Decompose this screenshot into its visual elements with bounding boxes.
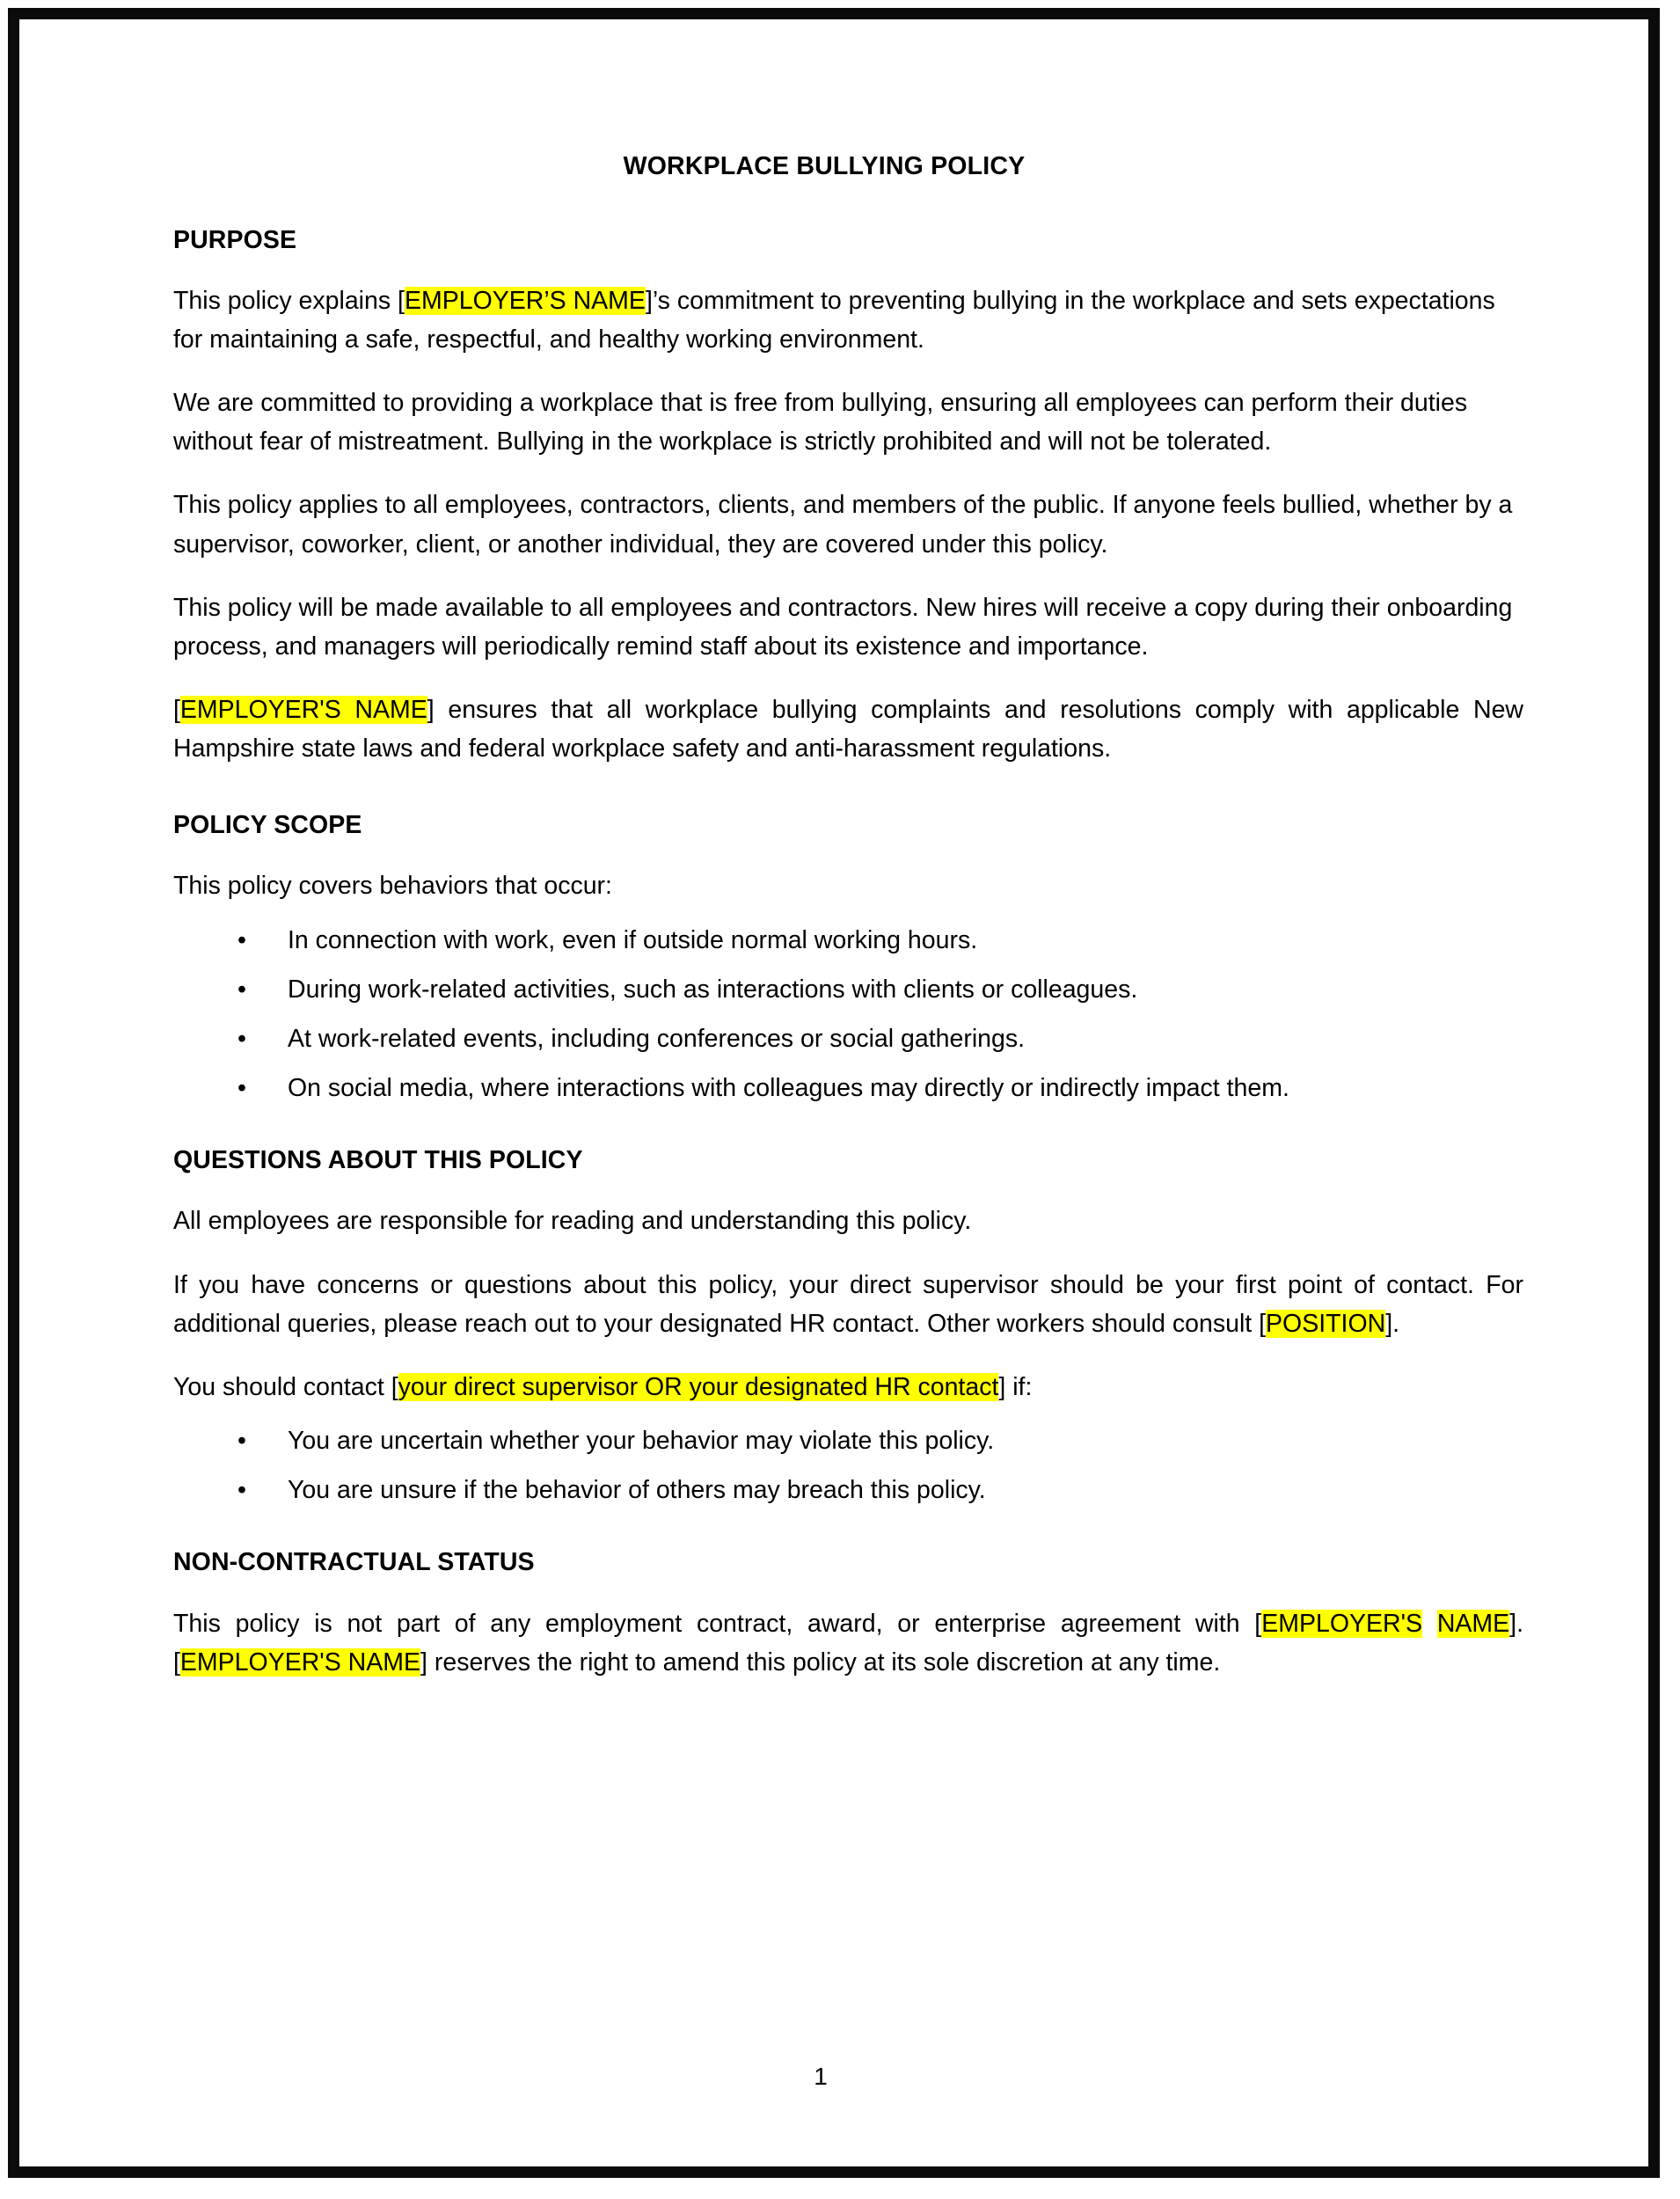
policy-scope-bullet-list <box>173 925 1523 1104</box>
page-border-frame <box>8 8 1660 2178</box>
non-contractual-text-before: This policy is not part of any employment contract, award, or enterprise agreement with [ <box>173 1609 1262 1638</box>
list-item <box>173 1024 1523 1054</box>
non-contractual-paragraph-1 <box>173 1604 1523 1682</box>
list-item-label: You are uncertain whether your behavior may violate this policy. <box>288 1427 995 1456</box>
page-number-footer: 1 <box>814 2063 828 2090</box>
questions-bullet-list <box>173 1426 1523 1505</box>
bullet-dot-icon: • <box>237 1427 246 1456</box>
non-contractual-text-mid: ]. [ <box>173 1609 1523 1677</box>
purpose-paragraph-1 <box>173 281 1523 359</box>
contact-lead-text: You should contact [ <box>173 1372 398 1401</box>
questions-paragraph-1: All employees are responsible for reading and understanding this policy. <box>173 1207 972 1236</box>
page-content <box>19 19 1648 2166</box>
questions-p2-text-after: ]. <box>1385 1309 1400 1338</box>
questions-contact-line <box>173 1368 1523 1406</box>
purpose-paragraph-5 <box>173 690 1523 768</box>
heading-non-contractual-status: NON-CONTRACTUAL STATUS <box>173 1548 535 1577</box>
bullet-dot-icon: • <box>237 1074 246 1103</box>
list-item <box>173 925 1523 955</box>
purpose-paragraph-2: We are committed to providing a workplace that is free from bullying, ensuring all employees can perform their duties without fear of mistreatment. Bullying in the workplace is strictly prohibited and will not be tolerated. <box>173 389 1468 457</box>
policy-scope-intro: This policy covers behaviors that occur: <box>173 872 612 901</box>
page-title: WORKPLACE BULLYING POLICY <box>623 152 1026 180</box>
list-item <box>173 1073 1523 1103</box>
placeholder-employers-name: EMPLOYER'S <box>1261 1609 1423 1638</box>
list-item-label: You are unsure if the behavior of others may breach this policy. <box>288 1476 986 1505</box>
list-item <box>173 975 1523 1005</box>
questions-p2-text-before: If you have concerns or questions about this policy, your direct supervisor should be your first point of contact. For additional queries, please reach out to your designated HR contact. Other workers should consult [ <box>173 1270 1523 1338</box>
purpose-p5-bracket-open: [ <box>173 696 180 725</box>
heading-purpose: PURPOSE <box>173 225 297 254</box>
heading-questions-about-this-policy: QUESTIONS ABOUT THIS POLICY <box>173 1146 583 1175</box>
placeholder-employers-name: EMPLOYER'S NAME <box>179 696 427 725</box>
list-item <box>173 1475 1523 1505</box>
list-item-label: At work-related events, including conferences or social gatherings. <box>288 1024 1026 1053</box>
purpose-paragraph-3: This policy applies to all employees, contractors, clients, and members of the public. If anyone feels bullied, whether by a supervisor, coworker, client, or another individual, they are covered under this policy. <box>173 491 1513 559</box>
questions-paragraph-2 <box>173 1266 1523 1343</box>
placeholder-employers-name-cont: NAME <box>1436 1609 1510 1638</box>
bullet-dot-icon: • <box>237 975 246 1004</box>
purpose-p1-text-before: This policy explains [ <box>173 286 405 315</box>
non-contractual-text-after: ] reserves the right to amend this policy at its sole discretion at any time. <box>420 1647 1221 1677</box>
purpose-p1-text-after: ]’s commitment to preventing bullying in the workplace and sets expectations for maintaining a safe, respectful, and healthy working environment. <box>173 286 1495 354</box>
placeholder-employers-name: EMPLOYER’S NAME <box>404 286 646 315</box>
placeholder-position: POSITION <box>1266 1309 1386 1338</box>
purpose-paragraph-4: This policy will be made available to all employees and contractors. New hires will receive a copy during their onboarding process, and managers will periodically remind staff about its existence and importance. <box>173 593 1513 661</box>
list-item-label: During work-related activities, such as interactions with clients or colleagues. <box>288 975 1138 1004</box>
bullet-dot-icon: • <box>237 1476 246 1505</box>
purpose-p5-text-after: ] ensures that all workplace bullying complaints and resolutions comply with applicable New Hampshire state laws and federal workplace safety and anti-harassment regulations. <box>173 696 1523 763</box>
bullet-dot-icon: • <box>237 925 246 954</box>
placeholder-employers-name: EMPLOYER'S NAME <box>179 1647 421 1677</box>
bullet-dot-icon: • <box>237 1024 246 1053</box>
contact-tail-text: ] if: <box>998 1372 1033 1401</box>
list-item-label: In connection with work, even if outside normal working hours. <box>288 925 978 954</box>
list-item-label: On social media, where interactions with colleagues may directly or indirectly impact them. <box>288 1074 1289 1103</box>
heading-policy-scope: POLICY SCOPE <box>173 811 362 840</box>
placeholder-supervisor-or-hr-contact: your direct supervisor OR your designated HR contact <box>398 1372 999 1401</box>
list-item <box>173 1426 1523 1456</box>
